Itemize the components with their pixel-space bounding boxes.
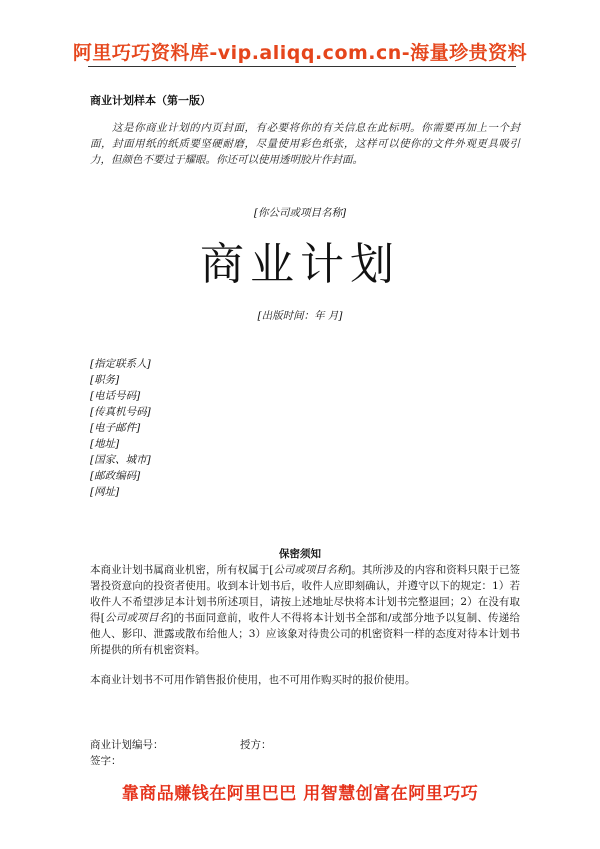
intro-paragraph: 这是你商业计划的内页封面，有必要将你的有关信息在此标明。你需要再加上一个封面，封面用纸的纸质要坚硬耐磨，尽量使用彩色纸张，这样可以使你的文件外观更具吸引力，但颜色不要过于耀眼。你还可以使用透明胶片作封面。 [90,122,520,166]
conf-text-c: ]的书面同意前，收件人不得将本计划书全部和/或部分地予以复制、传递给他人、影印、泄露或散布给他人；3）应该象对待贵公司的机密资料一样的态度对待本计划书所提供的所有机密资料。 [90,612,520,656]
bottom-banner: 靠商品赚钱在阿里巴巴 用智慧创富在阿里巧巧 [121,784,479,804]
conf-company-placeholder-2: 公司或项目名 [104,612,170,624]
conf-text-b: ]。其所涉及的内容和资料只限于已签署投资意向的投资者使用。收到本计划书后，收件人应即刻确认，并遵守以下的规定：1）若收件人不希望涉足本计划书所述项目，请按上述地址尽快将本计划书完整退回；2）在没有取得[ [90,564,520,624]
contact-phone: [电话号码] [90,390,141,402]
conf-company-placeholder: 公司或项目名称 [273,564,348,576]
document-heading: 商业计划样本（第一版） [90,94,211,107]
contact-list [90,356,151,500]
contact-country-city: [国家、城市] [90,454,151,466]
contact-website: [网址] [90,486,120,498]
company-name-placeholder: [你公司或项目名称] [253,207,347,219]
confidentiality-paragraph [90,562,520,658]
contact-email: [电子邮件] [90,422,141,434]
signature-label: 签字： [90,755,122,767]
contact-person: [指定联系人] [90,358,151,370]
footer-fields [90,737,520,769]
plan-number-label: 商业计划编号： [90,739,164,751]
conf-text-a: 本商业计划书属商业机密，所有权属于[ [90,564,274,576]
confidentiality-note: 本商业计划书不可用作销售报价使用，也不可用作购买时的报价使用。 [90,674,416,686]
contact-postcode: [邮政编码] [90,470,141,482]
publication-date: [出版时间：年 月] [257,310,343,322]
recipient-label: 授方： [240,739,272,751]
top-banner: 阿里巧巧资料库-vip.aliqq.com.cn-海量珍贵资料 [72,42,528,64]
contact-address: [地址] [90,438,120,450]
confidentiality-heading: 保密须知 [279,548,321,560]
page-title: 商业计划 [200,239,400,290]
header-rule [88,66,516,67]
contact-fax: [传真机号码] [90,406,151,418]
contact-title: [职务] [90,374,120,386]
